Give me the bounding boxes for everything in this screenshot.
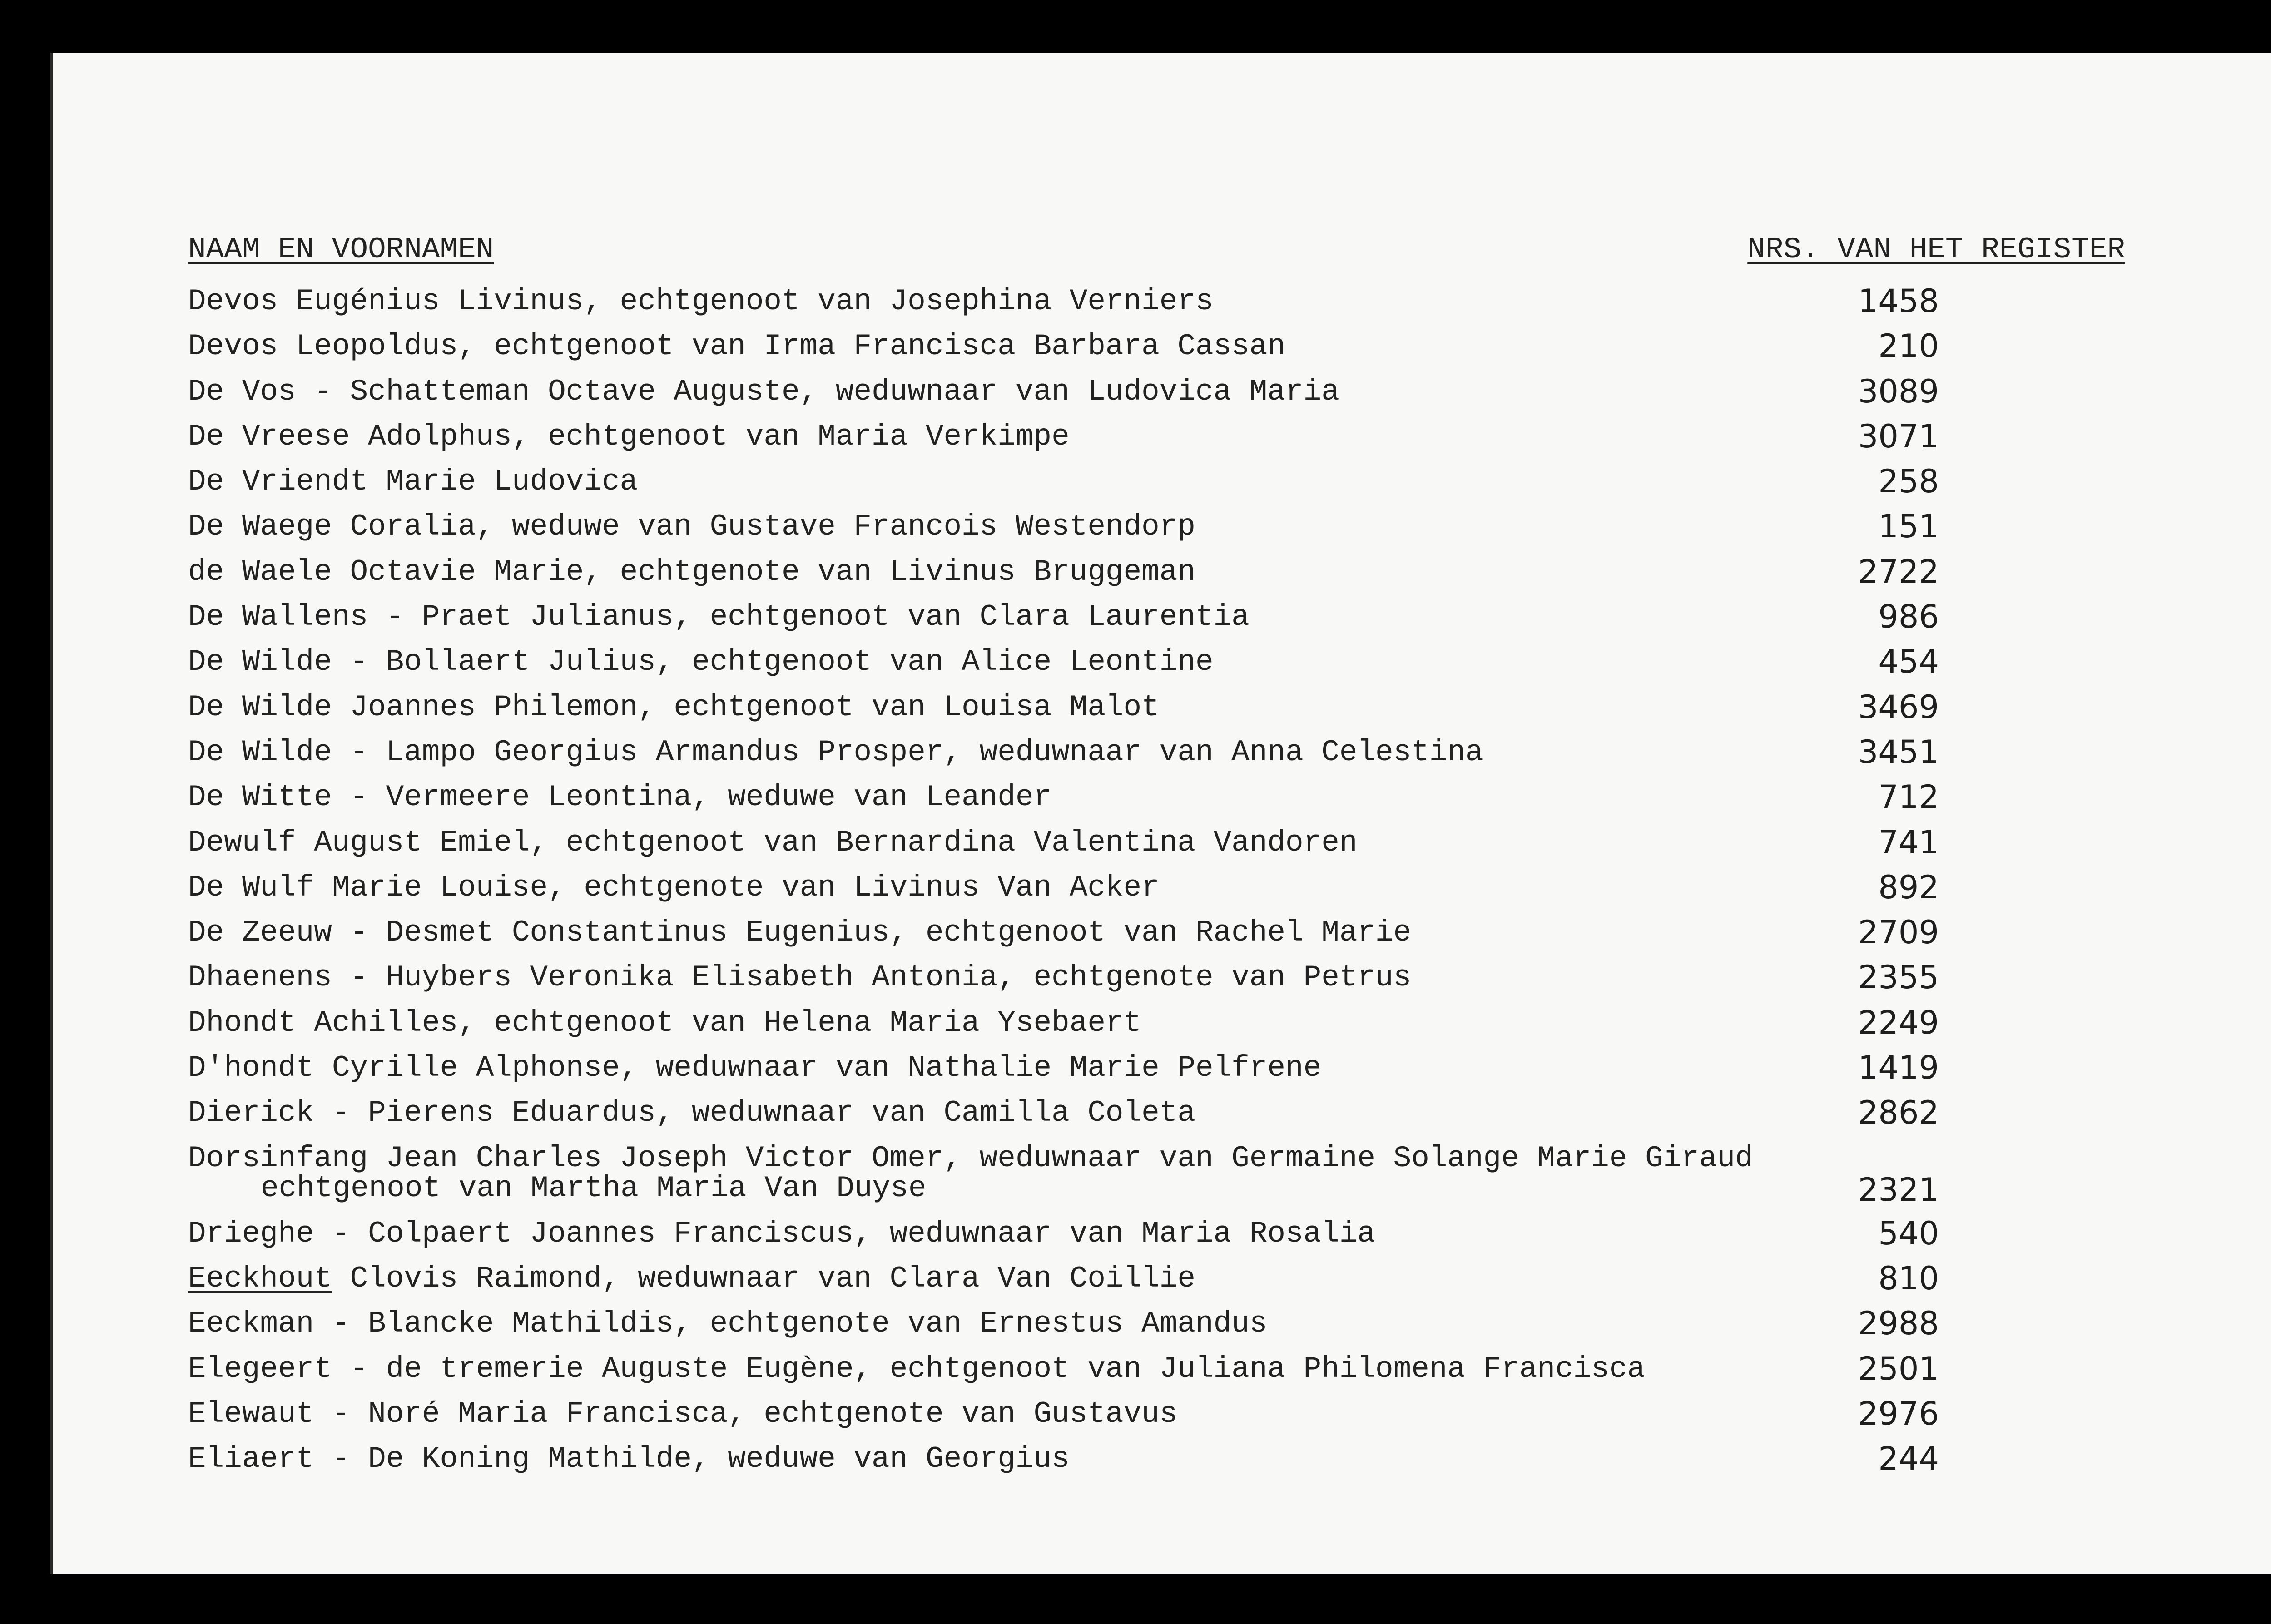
entry-name: Eeckman - Blancke Mathildis, echtgenote van Ernestus Amandus (188, 1307, 1268, 1341)
entry-name: De Wilde Joannes Philemon, echtgenoot van Louisa Malot (188, 690, 1160, 724)
list-item (53, 865, 2271, 910)
list-item (53, 369, 2271, 414)
list-item (53, 414, 2271, 459)
list-item (53, 324, 2271, 369)
list-item (53, 685, 2271, 730)
list-item (53, 504, 2271, 549)
entry-name-line1: Dorsinfang Jean Charles Joseph Victor Omer, weduwnaar van Germaine Solange Marie Giraud (188, 1141, 1753, 1175)
list-item (53, 820, 2271, 865)
list-item (53, 1090, 2271, 1135)
entry-name: De Vreese Adolphus, echtgenoot van Maria Verkimpe (188, 419, 1070, 454)
list-item (53, 1256, 2271, 1301)
entry-name: De Witte - Vermeere Leontina, weduwe van Leander (188, 780, 1052, 815)
entry-name: Elewaut - Noré Maria Francisca, echtgenote van Gustavus (188, 1396, 1178, 1431)
entry-name: Dewulf August Emiel, echtgenoot van Bernardina Valentina Vandoren (188, 825, 1358, 860)
list-item (53, 1000, 2271, 1045)
entry-number: 3071 (1858, 417, 1939, 455)
entry-name-rest: Clovis Raimond, weduwnaar van Clara Van Coillie (332, 1261, 1195, 1296)
column-header-row (53, 233, 2271, 278)
list-item (53, 459, 2271, 504)
entry-name: de Waele Octavie Marie, echtgenote van Livinus Bruggeman (188, 555, 1195, 589)
entry-number: 712 (1878, 778, 1939, 816)
entry-name (188, 1136, 1753, 1204)
entry-name: Drieghe - Colpaert Joannes Franciscus, weduwnaar van Maria Rosalia (188, 1216, 1376, 1251)
entry-number: 3451 (1858, 733, 1939, 771)
entry-number: 2355 (1858, 959, 1939, 996)
entry-name: De Wallens - Praet Julianus, echtgenoot van Clara Laurentia (188, 600, 1250, 634)
entry-number: 2976 (1858, 1395, 1939, 1432)
entry-number: 2501 (1858, 1350, 1939, 1387)
entry-number: 1458 (1858, 282, 1939, 320)
entry-name: De Waege Coralia, weduwe van Gustave Francois Westendorp (188, 510, 1195, 544)
list-item (53, 1436, 2271, 1481)
entry-name: Elegeert - de tremerie Auguste Eugène, echtgenoot van Juliana Philomena Francisca (188, 1352, 1646, 1386)
list-item (53, 1136, 2271, 1211)
entry-number: 1419 (1858, 1049, 1939, 1087)
entry-name (188, 1256, 1195, 1301)
entry-number: 454 (1878, 643, 1939, 681)
entry-number: 2862 (1858, 1094, 1939, 1132)
list-item (53, 1347, 2271, 1391)
entry-name: Dhaenens - Huybers Veronika Elisabeth Antonia, echtgenote van Petrus (188, 961, 1412, 995)
list-item (53, 955, 2271, 1000)
entry-name: De Vos - Schatteman Octave Auguste, weduwnaar van Ludovica Maria (188, 374, 1339, 409)
list-item (53, 730, 2271, 775)
entry-name: De Wulf Marie Louise, echtgenote van Livinus Van Acker (188, 870, 1160, 905)
entry-number: 151 (1878, 508, 1939, 545)
list-item (53, 639, 2271, 684)
entry-number: 810 (1878, 1259, 1939, 1297)
entry-number: 258 (1878, 463, 1939, 500)
list-item (53, 550, 2271, 594)
entry-surname-underlined: Eeckhout (188, 1261, 332, 1296)
column-header-names: NAAM EN VOORNAMEN (188, 233, 494, 267)
entry-number: 2722 (1858, 553, 1939, 590)
column-header-register-numbers: NRS. VAN HET REGISTER (1747, 233, 2125, 267)
register-list (53, 279, 2271, 1481)
list-item (53, 1301, 2271, 1346)
entry-name: Devos Leopoldus, echtgenoot van Irma Francisca Barbara Cassan (188, 329, 1285, 364)
entry-name: Dierick - Pierens Eduardus, weduwnaar van Camilla Coleta (188, 1096, 1195, 1130)
list-item (53, 1045, 2271, 1090)
entry-number: 741 (1878, 823, 1939, 861)
entry-number: 892 (1878, 868, 1939, 906)
entry-number: 210 (1878, 327, 1939, 365)
entry-name: D'hondt Cyrille Alphonse, weduwnaar van Nathalie Marie Pelfrene (188, 1051, 1322, 1085)
entry-name: Devos Eugénius Livinus, echtgenoot van Josephina Verniers (188, 284, 1214, 318)
entry-name: De Wilde - Lampo Georgius Armandus Prosper, weduwnaar van Anna Celestina (188, 735, 1483, 769)
entry-number: 2988 (1858, 1305, 1939, 1342)
entry-name: Eliaert - De Koning Mathilde, weduwe van Georgius (188, 1442, 1070, 1476)
entry-number: 3089 (1858, 372, 1939, 410)
entry-number: 2249 (1858, 1004, 1939, 1041)
entry-number: 540 (1878, 1214, 1939, 1252)
entry-number: 986 (1878, 598, 1939, 636)
entry-number: 2709 (1858, 914, 1939, 951)
entry-name: De Vriendt Marie Ludovica (188, 465, 638, 499)
entry-name-line2: echtgenoot van Martha Maria Van Duyse (261, 1171, 927, 1205)
list-item (53, 594, 2271, 639)
list-item (53, 1391, 2271, 1436)
list-item (53, 279, 2271, 324)
list-item (53, 775, 2271, 820)
list-item (53, 910, 2271, 955)
list-item (53, 1211, 2271, 1256)
entry-number: 3469 (1858, 688, 1939, 726)
entry-name: De Wilde - Bollaert Julius, echtgenoot van Alice Leontine (188, 645, 1214, 679)
document-page (50, 53, 2271, 1574)
entry-number: 244 (1878, 1440, 1939, 1478)
entry-name: Dhondt Achilles, echtgenoot van Helena Maria Ysebaert (188, 1005, 1142, 1040)
entry-name: De Zeeuw - Desmet Constantinus Eugenius, echtgenoot van Rachel Marie (188, 916, 1412, 950)
entry-number: 2321 (1858, 1171, 1939, 1208)
